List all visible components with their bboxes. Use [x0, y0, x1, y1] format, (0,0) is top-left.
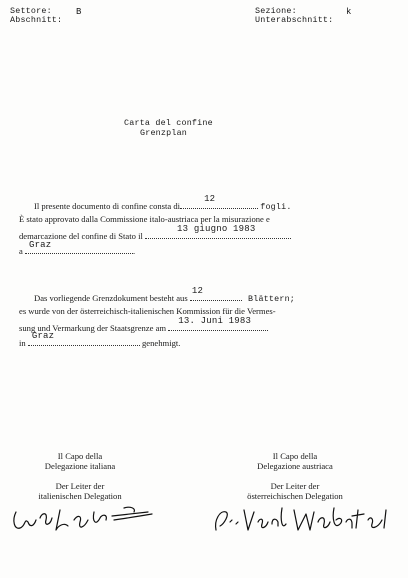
- german-line-4-suffix: genehmigt.: [142, 338, 181, 348]
- italian-line-4: a Graz .: [19, 240, 136, 256]
- right-title-line-1: Il Capo della: [272, 451, 318, 461]
- german-line-3-prefix: sung und Vermarkung der Staatsgrenze am: [19, 323, 167, 333]
- left-signatory-title: [25, 451, 135, 501]
- italian-date-field: [145, 224, 291, 239]
- abschnitt-label: Abschnitt:: [10, 15, 63, 25]
- italian-line-4-prefix: a: [19, 246, 23, 256]
- german-line-2: es wurde von der österreichisch-italienischen Kommission für die Vermes-: [19, 306, 276, 316]
- unterabschnitt-label: Unterabschnitt:: [255, 15, 334, 25]
- german-date-value: 13. Juni 1983: [178, 316, 252, 326]
- italian-count-field: [180, 194, 258, 209]
- german-line-4: [19, 331, 181, 348]
- italian-line-1-prefix: Il presente documento di confine consta di: [34, 201, 181, 211]
- left-title-line-1: Il Capo della: [57, 451, 103, 461]
- italian-line-3-prefix: demarcazione del confine di Stato il: [19, 231, 143, 241]
- german-line-1-prefix: Das vorliegende Grenzdokument besteht aus: [34, 293, 188, 303]
- title-german: Grenzplan: [140, 128, 188, 138]
- italian-place-value: Graz: [28, 240, 52, 250]
- italian-line-1: [34, 194, 292, 212]
- german-line-3: [19, 316, 268, 333]
- german-place-value: Graz: [31, 331, 55, 341]
- left-title-line-4: italienischen Delegation: [38, 491, 122, 501]
- sezione-label: Sezione:: [255, 6, 297, 16]
- italian-place-field: [25, 240, 133, 254]
- german-line-1: [34, 286, 296, 304]
- german-blaettern: Blättern;: [248, 294, 296, 304]
- right-signatory-title: [230, 451, 360, 501]
- italian-line-2: È stato approvato dalla Commissione italo-austriaca per la misurazione e: [19, 214, 270, 224]
- right-title-line-3: Der Leiter der: [270, 481, 320, 491]
- right-title-line-2: Delegazione austriaca: [257, 461, 333, 471]
- german-count-value: 12: [191, 286, 204, 296]
- right-title-line-4: österreichischen Delegation: [247, 491, 343, 501]
- settore-value: B: [76, 7, 82, 17]
- italian-line-3: [19, 224, 291, 241]
- german-place-field: [28, 331, 140, 346]
- german-date-field: [168, 316, 268, 331]
- sezione-value: k: [346, 7, 352, 17]
- left-title-line-3: Der Leiter der: [55, 481, 105, 491]
- title-italian: Carta del confine: [124, 118, 213, 128]
- german-count-field: [190, 286, 242, 301]
- italian-date-value: 13 giugno 1983: [177, 224, 256, 234]
- settore-label: Settore:: [10, 6, 52, 16]
- italian-count-value: 12: [204, 194, 216, 204]
- left-title-line-2: Delegazione italiana: [44, 461, 116, 471]
- italian-fogli: fogli.: [260, 202, 292, 212]
- german-line-4-prefix: in: [19, 338, 26, 348]
- right-signature: [210, 500, 400, 540]
- left-signature: [8, 500, 158, 540]
